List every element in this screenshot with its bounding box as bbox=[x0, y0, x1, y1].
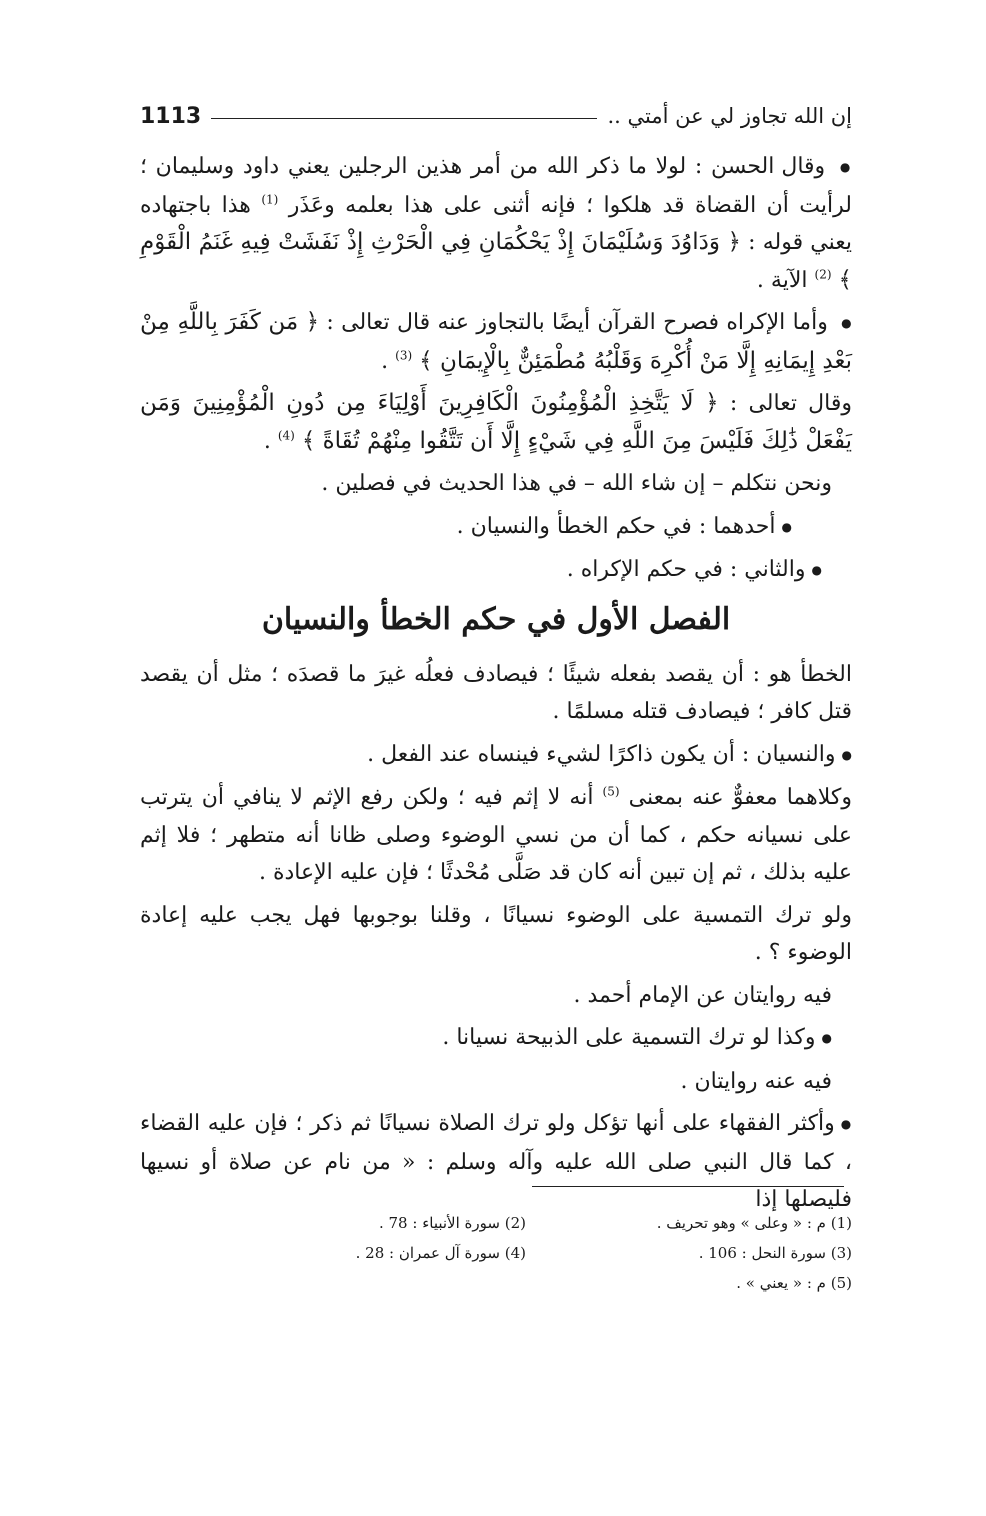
page-number: 1113 bbox=[140, 103, 202, 129]
footnote-ref: (4) bbox=[277, 428, 295, 443]
footnote: (4) سورة آل عمران : 28 . bbox=[355, 1244, 526, 1262]
paragraph: ● وأما الإكراه فصرح القرآن أيضًا بالتجاوز عنه قال تعالى : ﴿ مَن كَفَرَ بِاللَّهِ مِنْ بَعْدِ إِيمَانِهِ إِلَّا مَنْ أُكْرِهَ وَقَلْبُهُ مُطْمَئِنٌّ بِالْإِيمَانِ ﴾ $^{(3)}$ . bbox=[140, 304, 852, 380]
paragraph: وكلاهما معفوٌّ عنه بمعنى $^{(5)}$ أنه لا إثم فيه ؛ ولكن رفع الإثم لا ينافي أن يترتب على نسيانه حكم ، كما أن من نسي الوضوء وصلى ظانا أنه متطهر ؛ فلا إثم عليه بذلك ، ثم إن تبين أنه كان قد صَلَّى مُحْدثًا ؛ فإن عليه الإعادة . bbox=[140, 784, 852, 885]
running-title: إن الله تجاوز لي عن أمتي .. bbox=[607, 104, 852, 128]
paragraph: الخطأ هو : أن يقصد بفعله شيئًا ؛ فيصادف فعلُه غيرَ ما قصدَه ؛ مثل أن يقصد قتل كافر ؛ فيصادف قتله مسلمًا . bbox=[140, 661, 852, 724]
footnote: (5) م : « يعني » . bbox=[736, 1274, 852, 1292]
footnote: (2) سورة الأنبياء : 78 . bbox=[378, 1214, 526, 1232]
footnote-ref: (5) bbox=[602, 784, 620, 799]
paragraph: ● وقال الحسن : لولا ما ذكر الله من أمر هذين الرجلين يعني داود وسليمان ؛ لرأيت أن القضاة قد هلكوا ؛ فإنه أثنى على هذا بعلمه وعَذَر $^{(1)}$ هذا باجتهاده يعني قوله : ﴿ وَدَاوُدَ وَسُلَيْمَانَ إِذْ يَحْكُمَانِ فِي الْحَرْثِ إِذْ نَفَشَتْ فِيهِ غَنَمُ الْقَوْمِ ﴾ $^{(2)}$ الآية . bbox=[140, 148, 852, 299]
paragraph: ونحن نتكلم – إن شاء الله – في هذا الحديث في فصلين . bbox=[321, 471, 832, 496]
footnote-ref: (1) bbox=[261, 192, 279, 207]
footnote: (3) سورة النحل : 106 . bbox=[698, 1244, 852, 1262]
paragraph: فيه روايتان عن الإمام أحمد . bbox=[573, 982, 832, 1008]
paragraph: ● وكذا لو ترك التسمية على الذبيحة نسيانا . bbox=[140, 1019, 852, 1058]
footnote: (1) م : « وعلى » وهو تحريف . bbox=[656, 1214, 852, 1232]
section-heading: الفصل الأول في حكم الخطأ والنسيان bbox=[261, 601, 731, 637]
paragraph: ولو ترك التمسية على الوضوء نسيانًا ، وقلنا بوجوبها فهل يجب عليه إعادة الوضوء ؟ . bbox=[140, 902, 852, 965]
footnote-rule bbox=[532, 1186, 844, 1187]
quran-verse: ﴿ وَدَاوُدَ وَسُلَيْمَانَ إِذْ يَحْكُمَانِ فِي الْحَرْثِ إِذْ نَفَشَتْ فِيهِ غَنَمُ الْقَوْمِ ﴾ bbox=[140, 229, 852, 293]
list-item: ● والثاني : في حكم الإكراه . bbox=[140, 551, 852, 590]
footnote-ref: (3) bbox=[395, 348, 413, 363]
footnote-ref: (2) bbox=[814, 267, 832, 282]
paragraph: ● وأكثر الفقهاء على أنها تؤكل ولو ترك الصلاة نسيانًا ثم ذكر ؛ فإن عليه القضاء ، كما قال النبي صلى الله عليه وآله وسلم : « من نام عن صلاة أو نسيها فليصلها إذا bbox=[140, 1105, 852, 1219]
paragraph: ● والنسيان : أن يكون ذاكرًا لشيء فينساه عند الفعل . bbox=[140, 736, 852, 775]
footnotes bbox=[240, 1208, 852, 1298]
paragraph: فيه عنه روايتان . bbox=[680, 1068, 832, 1094]
page-header bbox=[140, 98, 852, 134]
header-rule bbox=[211, 118, 597, 119]
quran-verse: ﴿ مَن كَفَرَ بِاللَّهِ مِنْ بَعْدِ إِيمَانِهِ إِلَّا مَنْ أُكْرِهَ وَقَلْبُهُ مُطْمَئِنٌّ بِالْإِيمَانِ ﴾ bbox=[140, 309, 852, 374]
list-item: ● أحدهما : في حكم الخطأ والنسيان . bbox=[140, 508, 852, 547]
quran-verse: ﴿ لَا يَتَّخِذِ الْمُؤْمِنُونَ الْكَافِرِينَ أَوْلِيَاءَ مِن دُونِ الْمُؤْمِنِينَ وَمَن يَفْعَلْ ذَٰلِكَ فَلَيْسَ مِنَ اللَّهِ فِي شَيْءٍ إِلَّا أَن تَتَّقُوا مِنْهُمْ تُقَاةً ﴾ bbox=[140, 390, 852, 454]
paragraph: وقال تعالى : ﴿ لَا يَتَّخِذِ الْمُؤْمِنُونَ الْكَافِرِينَ أَوْلِيَاءَ مِن دُونِ الْمُؤْمِنِينَ وَمَن يَفْعَلْ ذَٰلِكَ فَلَيْسَ مِنَ اللَّهِ فِي شَيْءٍ إِلَّا أَن تَتَّقُوا مِنْهُمْ تُقَاةً ﴾ $^{(4)}$ . bbox=[140, 390, 852, 454]
page-body bbox=[140, 148, 852, 1224]
